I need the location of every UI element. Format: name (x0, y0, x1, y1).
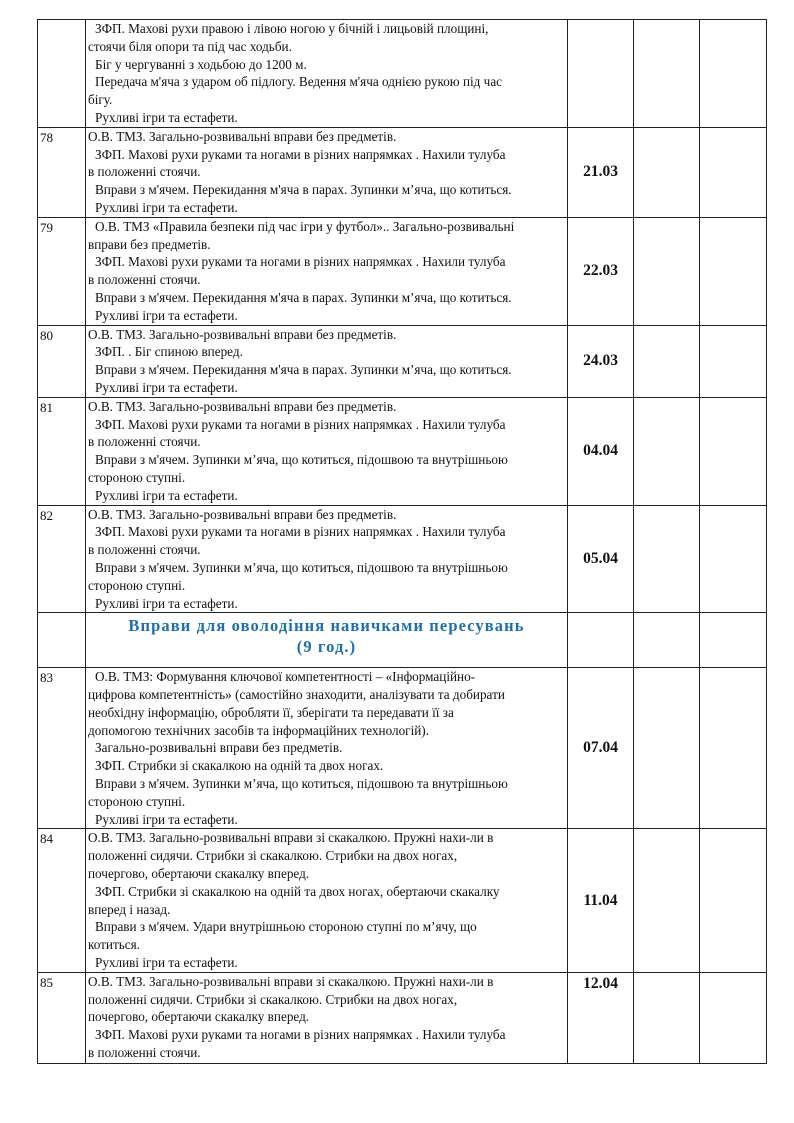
lesson-content (86, 829, 568, 972)
lesson-content-line: Біг у чергуванні з ходьбою до 1200 м. (95, 56, 307, 72)
lesson-content-line: ЗФП. Махові рухи руками та ногами в різних напрямках . Нахили тулуба (95, 254, 506, 270)
section-date-cell (568, 613, 634, 668)
lesson-content (86, 397, 568, 505)
lesson-date: 12.04 (568, 972, 634, 1063)
lesson-content-line: Рухливі ігри та естафети. (95, 307, 238, 323)
lesson-date: 05.04 (568, 505, 634, 613)
correction-date-cell (634, 829, 700, 972)
lesson-content-line: О.В. ТМЗ. Загально-розвивальні вправи без предметів. (88, 506, 397, 522)
lesson-row (38, 20, 767, 128)
lesson-plan-body (38, 20, 767, 1064)
lesson-content-line: в положенні стоячи. (88, 272, 201, 288)
section-header-row (38, 613, 767, 668)
lesson-content-line: Вправи з м'ячем. Перекидання м'яча в парах. Зупинки м’яча, що котиться. (95, 289, 512, 305)
lesson-content-line: Вправи з м'ячем. Зупинки м’яча, що котиться, підошвою та внутрішньою (95, 559, 508, 575)
lesson-row (38, 397, 767, 505)
lesson-content (86, 668, 568, 829)
lesson-row (38, 217, 767, 325)
lesson-content-line: в положенні стоячи. (88, 542, 201, 558)
lesson-content (86, 505, 568, 613)
lesson-row (38, 972, 767, 1063)
lesson-number: 85 (38, 972, 86, 1063)
lesson-content-line: ЗФП. Махові рухи руками та ногами в різних напрямках . Нахили тулуба (95, 1027, 506, 1043)
lesson-date: 24.03 (568, 325, 634, 397)
lesson-content-line: ЗФП. Стрибки зі скакалкою на одній та двох ногах. (95, 758, 384, 774)
notes-cell (700, 325, 767, 397)
lesson-content-line: в положенні стоячи. (88, 1045, 201, 1061)
lesson-content (86, 325, 568, 397)
section-correction-cell (634, 613, 700, 668)
lesson-content (86, 20, 568, 128)
lesson-content-line: О.В. ТМЗ. Загально-розвивальні вправи без предметів. (88, 128, 397, 144)
correction-date-cell (634, 325, 700, 397)
correction-date-cell (634, 127, 700, 217)
section-notes-cell (700, 613, 767, 668)
section-hours: (9 год.) (296, 637, 357, 657)
lesson-number: 80 (38, 325, 86, 397)
lesson-content-line: ЗФП. Махові рухи руками та ногами в різних напрямках . Нахили тулуба (95, 146, 506, 162)
lesson-content-line: О.В. ТМЗ. Загально-розвивальні вправи зі скакалкою. Пружні нахи-ли в (88, 973, 494, 989)
lesson-content-line: в положенні стоячи. (88, 434, 201, 450)
lesson-content-line: ЗФП. Махові рухи руками та ногами в різних напрямках . Нахили тулуба (95, 416, 506, 432)
notes-cell (700, 20, 767, 128)
lesson-row (38, 127, 767, 217)
correction-date-cell (634, 217, 700, 325)
lesson-content-line: положенні сидячи. Стрибки зі скакалкою. Стрибки на двох ногах, (88, 991, 458, 1007)
lesson-row (38, 505, 767, 613)
lesson-content (86, 127, 568, 217)
lesson-date: 04.04 (568, 397, 634, 505)
lesson-content-line: Рухливі ігри та естафети. (95, 487, 238, 503)
lesson-content-line: вперед і назад. (88, 901, 171, 917)
lesson-content-line: цифрова компетентність» (самостійно знаходити, аналізувати та добирати (88, 687, 505, 703)
notes-cell (700, 505, 767, 613)
lesson-content-line: почергово, обертаючи скакалку вперед. (88, 1009, 310, 1025)
lesson-date: 21.03 (568, 127, 634, 217)
lesson-row (38, 325, 767, 397)
lesson-content-line: котиться. (88, 937, 140, 953)
lesson-content-line: О.В. ТМЗ: Формування ключової компетентності – «Інформаційно- (95, 669, 476, 685)
lesson-content-line: вправи без предметів. (88, 236, 211, 252)
lesson-number: 81 (38, 397, 86, 505)
lesson-content-line: Вправи з м'ячем. Перекидання м'яча в парах. Зупинки м’яча, що котиться. (95, 182, 512, 198)
lesson-number: 84 (38, 829, 86, 972)
lesson-number: 82 (38, 505, 86, 613)
lesson-content-line: стороною ступні. (88, 469, 186, 485)
lesson-content-line: допомогою технічних засобів та інформаційних технологій). (88, 722, 429, 738)
lesson-content-line: Вправи з м'ячем. Перекидання м'яча в парах. Зупинки м’яча, що котиться. (95, 362, 512, 378)
section-title (86, 613, 568, 668)
lesson-content-line: О.В. ТМЗ «Правила безпеки під час ігри у футбол».. Загально-розвивальні (95, 218, 515, 234)
lesson-content-line: Вправи з м'ячем. Удари внутрішньою стороною ступні по м’ячу, що (95, 919, 477, 935)
correction-date-cell (634, 505, 700, 613)
lesson-content (86, 217, 568, 325)
lesson-content-line: Рухливі ігри та естафети. (95, 955, 238, 971)
notes-cell (700, 217, 767, 325)
lesson-content-line: ЗФП. Стрибки зі скакалкою на одній та двох ногах, обертаючи скакалку (95, 883, 500, 899)
lesson-content-line: Рухливі ігри та естафети. (95, 379, 238, 395)
lesson-content-line: Передача м'яча з ударом об підлогу. Ведення м'яча однією рукою під час (95, 74, 503, 90)
lesson-content-line: Рухливі ігри та естафети. (95, 595, 238, 611)
lesson-content-line: Рухливі ігри та естафети. (95, 109, 238, 125)
lesson-content-line: почергово, обертаючи скакалку вперед. (88, 866, 310, 882)
lesson-content-line: О.В. ТМЗ. Загально-розвивальні вправи зі скакалкою. Пружні нахи-ли в (88, 830, 494, 846)
lesson-content-line: ЗФП. Махові рухи руками та ногами в різних напрямках . Нахили тулуба (95, 524, 506, 540)
lesson-content-line: стороною ступні. (88, 577, 186, 593)
lesson-number (38, 20, 86, 128)
lesson-content-line: Вправи з м'ячем. Зупинки м’яча, що котиться, підошвою та внутрішньою (95, 452, 508, 468)
notes-cell (700, 397, 767, 505)
notes-cell (700, 127, 767, 217)
lesson-content-line: бігу. (88, 92, 113, 108)
correction-date-cell (634, 668, 700, 829)
lesson-content-line: Загально-розвивальні вправи без предметів. (95, 740, 343, 756)
lesson-content-line: стороною ступні. (88, 793, 186, 809)
lesson-content (86, 972, 568, 1063)
correction-date-cell (634, 20, 700, 128)
lesson-number: 79 (38, 217, 86, 325)
lesson-content-line: в положенні стоячи. (88, 164, 201, 180)
lesson-date: 07.04 (568, 668, 634, 829)
correction-date-cell (634, 972, 700, 1063)
lesson-date (568, 20, 634, 128)
lesson-content-line: Вправи з м'ячем. Зупинки м’яча, що котиться, підошвою та внутрішньою (95, 776, 508, 792)
lesson-row (38, 668, 767, 829)
lesson-row (38, 829, 767, 972)
lesson-date: 22.03 (568, 217, 634, 325)
section-number-cell (38, 613, 86, 668)
notes-cell (700, 668, 767, 829)
section-title-text: Вправи для оволодіння навичками пересувань (128, 616, 525, 636)
lesson-content-line: О.В. ТМЗ. Загально-розвивальні вправи без предметів. (88, 398, 397, 414)
lesson-content-line: О.В. ТМЗ. Загально-розвивальні вправи без предметів. (88, 326, 397, 342)
lesson-plan-table (37, 19, 767, 1064)
lesson-content-line: ЗФП. . Біг спиною вперед. (95, 344, 243, 360)
notes-cell (700, 972, 767, 1063)
lesson-date: 11.04 (568, 829, 634, 972)
lesson-content-line: Рухливі ігри та естафети. (95, 199, 238, 215)
correction-date-cell (634, 397, 700, 505)
lesson-content-line: необхідну інформацію, обробляти її, зберігати та передавати її за (88, 704, 454, 720)
lesson-content-line: ЗФП. Махові рухи правою і лівою ногою у бічній і лицьовій площині, (95, 21, 489, 36)
notes-cell (700, 829, 767, 972)
lesson-number: 83 (38, 668, 86, 829)
lesson-content-line: стоячи біля опори та під час ходьби. (88, 38, 292, 54)
lesson-number: 78 (38, 127, 86, 217)
lesson-content-line: Рухливі ігри та естафети. (95, 811, 238, 827)
lesson-content-line: положенні сидячи. Стрибки зі скакалкою. Стрибки на двох ногах, (88, 848, 458, 864)
